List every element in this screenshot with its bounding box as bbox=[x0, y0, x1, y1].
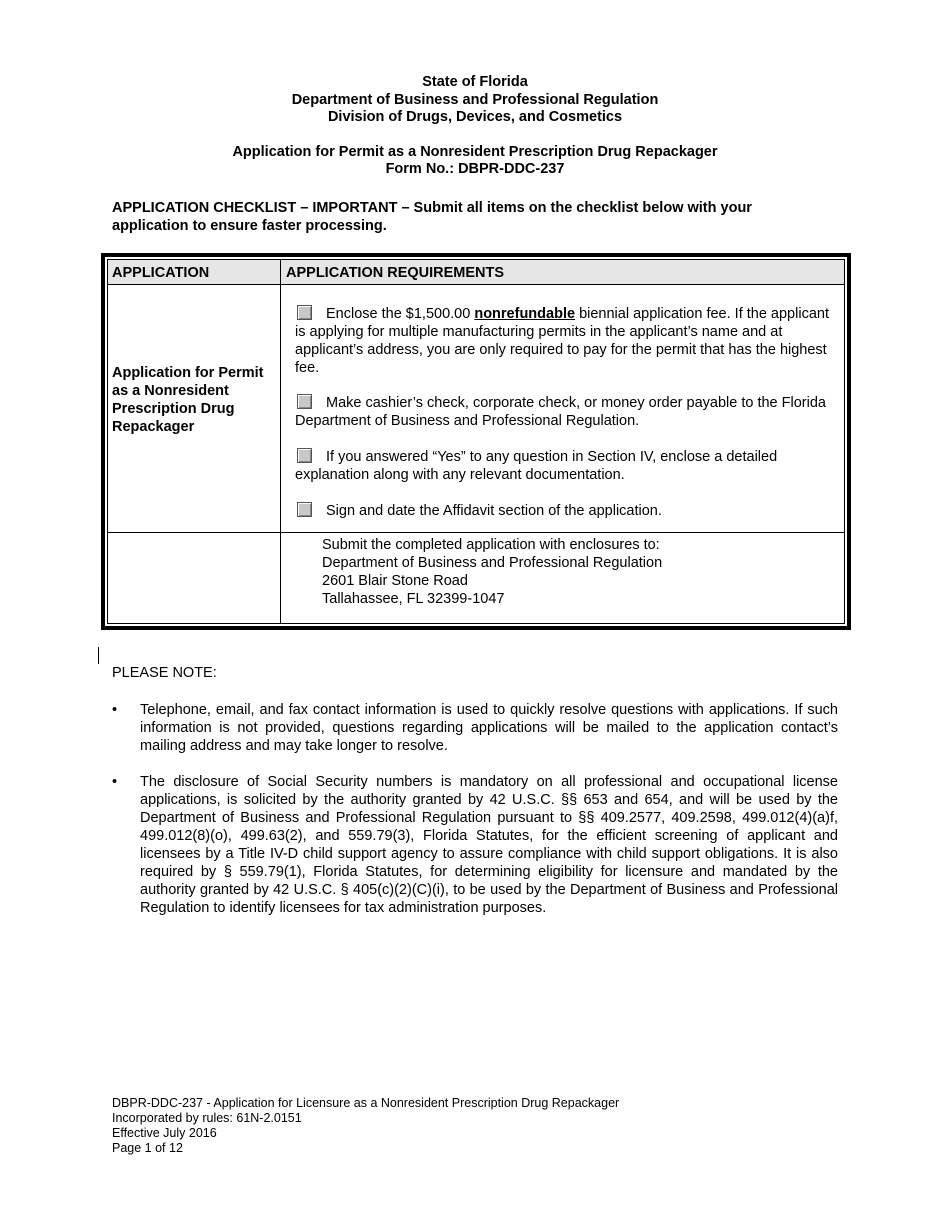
checklist-instruction: APPLICATION CHECKLIST – IMPORTANT – Submit all items on the checklist below with your application to ensure faster processing. bbox=[112, 200, 752, 234]
col-header-application: APPLICATION bbox=[112, 265, 210, 281]
document-header bbox=[0, 74, 950, 179]
checkbox-payment[interactable] bbox=[297, 394, 312, 409]
department-name: Department of Business and Professional Regulation bbox=[291, 91, 659, 108]
nonrefundable-emphasis: nonrefundable bbox=[474, 306, 576, 322]
submit-street: 2601 Blair Stone Road bbox=[322, 573, 468, 589]
form-title: Application for Permit as a Nonresident Prescription Drug Repackager bbox=[232, 143, 718, 160]
document-footer bbox=[112, 1096, 619, 1156]
application-type-label: Application for Permit as a Nonresident Prescription Drug Repackager bbox=[112, 365, 264, 435]
submission-address bbox=[322, 536, 662, 608]
checkbox-fee[interactable] bbox=[297, 305, 312, 320]
footer-form-title: DBPR-DDC-237 - Application for Licensure as a Nonresident Prescription Drug Repackager bbox=[112, 1096, 620, 1110]
requirement-affidavit: Sign and date the Affidavit section of the application. bbox=[295, 502, 840, 520]
bullet-icon: • bbox=[112, 702, 118, 718]
please-note-list bbox=[112, 701, 838, 935]
please-note-heading: PLEASE NOTE: bbox=[112, 665, 217, 681]
page-number: Page 1 of 12 bbox=[112, 1141, 183, 1155]
footer-rules: Incorporated by rules: 61N-2.0151 bbox=[112, 1111, 302, 1125]
col-header-requirements: APPLICATION REQUIREMENTS bbox=[286, 265, 505, 281]
division-name: Division of Drugs, Devices, and Cosmetics bbox=[327, 109, 623, 125]
footer-effective-date: Effective July 2016 bbox=[112, 1126, 217, 1140]
state-name: State of Florida bbox=[422, 74, 528, 90]
text-cursor bbox=[98, 647, 99, 664]
requirement-fee: Enclose the $1,500.00 nonrefundable biennial application fee. If the applicant is applying for multiple manufacturing permits in the applicant’s name and at applicant’s address, you are only required to pay for the permit that has the highest fee. bbox=[295, 306, 829, 376]
list-item: • The disclosure of Social Security numbers is mandatory on all professional and occupational license applications, is solicited by the authority granted by 42 U.S.C. §§ 653 and 654, and will be used by the Department of Business and Professional Regulation pursuant to §§ 409.2577, 409.2598, 499.012(4)(a)f, 499.012(8)(o), 499.63(2), and 559.79(3), Florida Statutes, for the efficient screening of applicant and licensees by a Title IV-D child support agency to assure compliance with child support obligations. It is also required by § 559.79(1), Florida Statutes, for determining eligibility for licensure and mandated by the authority granted by 42 U.S.C. § 405(c)(2)(C)(i), to be used by the Department of Business and Professional Regulation to identify licensees for tax administration purposes. bbox=[112, 774, 838, 916]
requirement-payment: Make cashier’s check, corporate check, or money order payable to the Florida Department of Business and Professional Regulation. bbox=[295, 395, 826, 429]
checkbox-explanation[interactable] bbox=[297, 448, 312, 463]
submit-city: Tallahassee, FL 32399-1047 bbox=[322, 591, 505, 607]
list-item: • Telephone, email, and fax contact information is used to quickly resolve questions with applications. If such information is not provided, questions regarding applications will be mailed to the application contact’s mailing address and may take longer to resolve. bbox=[112, 702, 838, 754]
submit-org: Department of Business and Professional Regulation bbox=[322, 555, 663, 571]
bullet-icon: • bbox=[112, 774, 118, 790]
table-header-row bbox=[108, 260, 844, 285]
requirement-explanation: If you answered “Yes” to any question in Section IV, enclose a detailed explanation along with any relevant documentation. bbox=[295, 449, 778, 483]
form-number: Form No.: DBPR-DDC-237 bbox=[385, 161, 565, 177]
checklist-table bbox=[101, 253, 851, 630]
submit-intro: Submit the completed application with enclosures to: bbox=[322, 537, 660, 553]
checkbox-affidavit[interactable] bbox=[297, 502, 312, 517]
